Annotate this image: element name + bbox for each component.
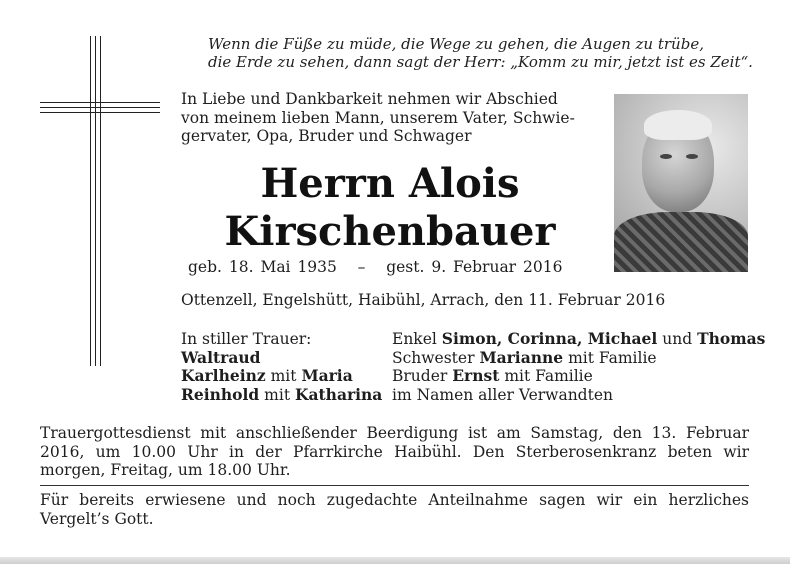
mourner-name: Thomas	[697, 329, 766, 348]
service-info: Trauergottesdienst mit anschließender Beerdigung ist am Samstag, den 13. Februar 2016, um 10.00 Uhr in der Pfarrkirche Haibühl. Den Sterberosenkranz beten wir morgen, Freitag, um 18.00 Uhr.	[40, 424, 749, 479]
mourner-row	[392, 330, 765, 349]
cross-horizontal-line	[40, 107, 160, 108]
deceased-name	[180, 160, 600, 256]
cross-icon	[40, 36, 160, 366]
mourner-name: Waltraud	[181, 347, 261, 367]
mourners-left	[181, 330, 382, 404]
mourner-name: Ernst	[452, 366, 500, 385]
name-line: Herrn Alois	[260, 160, 520, 207]
photo-eye	[660, 154, 672, 159]
mourner-row	[181, 386, 382, 405]
relation-label: Bruder	[392, 367, 448, 385]
mourner-row	[392, 349, 765, 368]
date-separator: –	[357, 258, 366, 276]
verse-line: Wenn die Füße zu müde, die Wege zu gehen, die Augen zu trübe,	[208, 35, 704, 53]
mourner-conj: und	[662, 330, 693, 348]
verse	[208, 35, 768, 71]
thanks-note: Für bereits erwiesene und noch zugedachte Anteilnahme sagen wir ein herzliches Vergelt’s Gott.	[40, 491, 749, 528]
cross-vertical-line	[95, 36, 96, 366]
death-date: gest. 9. Februar 2016	[386, 258, 563, 276]
mourner-name: Karlheinz	[181, 366, 266, 385]
mourner-row	[181, 367, 382, 386]
mourner-name: Marianne	[479, 347, 564, 367]
mourner-conj: mit	[270, 367, 297, 385]
intro-line: von meinem lieben Mann, unserem Vater, Schwie-	[181, 108, 575, 127]
life-dates	[188, 258, 562, 276]
relation-label: Enkel	[392, 330, 437, 348]
intro-text	[181, 90, 601, 146]
bottom-edge	[0, 557, 790, 564]
photo-eye	[686, 154, 698, 159]
cross-vertical-line	[90, 36, 91, 366]
photo-shirt	[614, 212, 748, 272]
birth-date: geb. 18. Mai 1935	[188, 258, 337, 276]
photo-hair	[644, 110, 712, 140]
mourner-name: Katharina	[295, 384, 383, 404]
cross-horizontal-line	[40, 112, 160, 113]
intro-line: gervater, Opa, Bruder und Schwager	[181, 127, 472, 145]
place-date: Ottenzell, Engelshütt, Haibühl, Arrach, den 11. Februar 2016	[181, 291, 666, 309]
mourner-name: Simon, Corinna, Michael	[441, 329, 658, 348]
intro-line: In Liebe und Dankbarkeit nehmen wir Abschied	[181, 90, 558, 108]
mourning-heading: In stiller Trauer:	[181, 330, 312, 348]
mourner-row: im Namen aller Verwandten	[392, 385, 613, 404]
mourner-conj: mit	[264, 385, 291, 404]
relation-suffix: mit Familie	[568, 348, 657, 367]
verse-line: die Erde zu sehen, dann sagt der Herr: „Komm zu mir, jetzt ist es Zeit“.	[208, 53, 753, 71]
portrait-photo	[614, 94, 748, 272]
relation-label: Schwester	[392, 348, 475, 367]
relation-suffix: mit Familie	[504, 367, 593, 385]
mourner-name: Reinhold	[181, 384, 260, 404]
cross-horizontal-line	[40, 102, 160, 103]
mourner-row	[392, 367, 765, 386]
name-line: Kirschenbauer	[224, 208, 556, 255]
mourner-row	[181, 349, 382, 368]
cross-vertical-line	[100, 36, 101, 366]
mourners-right	[392, 330, 765, 404]
divider	[40, 485, 749, 486]
mourner-name: Maria	[301, 366, 353, 385]
